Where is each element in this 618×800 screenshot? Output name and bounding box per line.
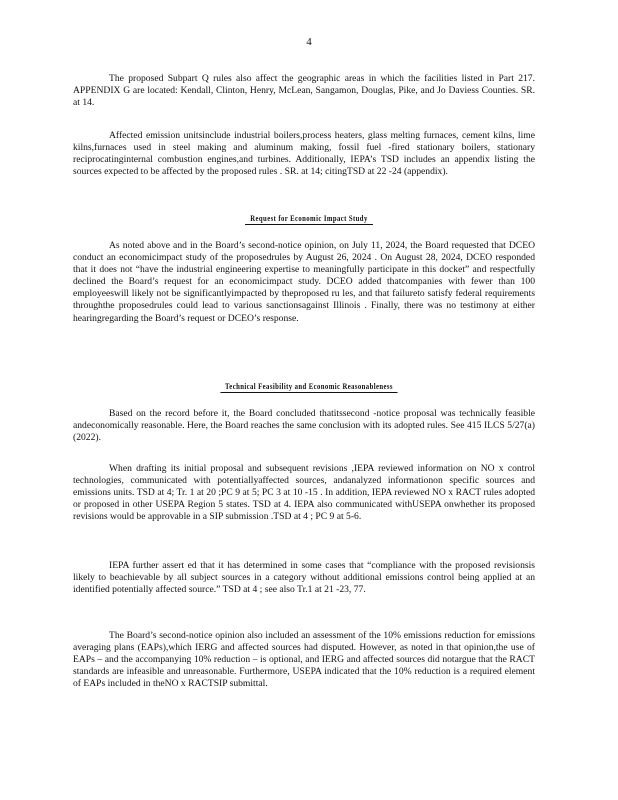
heading-feasibility-text: Technical Feasibility and Economic Reasonableness — [220, 382, 398, 393]
page-number: 4 — [306, 36, 312, 48]
heading-feasibility — [56, 382, 563, 391]
heading-economic-study — [56, 214, 563, 223]
paragraph-iepa-drafting: When drafting its initial proposal and subsequent revisions ,IEPA reviewed information on NO x control technologies, communicated with potentiallyaffected sources, andanalyzed informationon specific sources and emissions units. TSD at 4; Tr. 1 at 20 ;PC 9 at 5; PC 3 at 10 -15 . In addition, IEPA reviewed NO x RACT rules adopted or proposed in other USEPA Region 5 states. TSD at 4. IEPA also communicated withUSEPA onwhether its proposed revisions would be approvable in a SIP submission .TSD at 4 ; PC 9 at 5-6. — [73, 463, 535, 523]
heading-economic-study-text: Request for Economic Impact Study — [245, 214, 372, 225]
paragraph-eap-assessment: The Board’s second-notice opinion also included an assessment of the 10% emissions reduction for emissions averaging plans (EAPs),which IERG and affected sources had disputed. However, as noted in that opinion,the use of EAPs – and the accompanying 10% reduction – is optional, and IERG and affected sources did notargue that the RACT standards are infeasible and unreasonable. Furthermore, USEPA indicated that the 10% reduction is a required element of EAPs included in theNO x RACTSIP submittal. — [73, 630, 535, 690]
paragraph-iepa-assertion: IEPA further assert ed that it has determined in some cases that “compliance with the proposed revisionsis likely to beachievable by all subject sources in a category without additional emissions control being applied at an identified potentially affected source.” TSD at 4 ; see also Tr.1 at 21 -23, 77. — [73, 560, 535, 596]
paragraph-subpart-q-areas: The proposed Subpart Q rules also affect the geographic areas in which the facilities listed in Part 217. APPENDIX G are located: Kendall, Clinton, Henry, McLean, Sangamon, Douglas, Pike, and Jo Daviess Counties. SR. at 14. — [73, 73, 535, 109]
paragraph-dceo-response: As noted above and in the Board’s second-notice opinion, on July 11, 2024, the Board requested that DCEO conduct an economicimpact study of the proposedrules by August 26, 2024 . On August 28, 2024, DCEO responded that it does not “have the industrial engineering expertise to meaningfully participate in this docket” and respectfully declined the Board’s request for an economicimpact study. DCEO added thatcompanies with fewer than 100 employeeswill likely not be significantlyimpacted by theproposed ru les, and that failureto satisfy federal requirements throughthe proposedrules could lead to various sanctionsagainst Illinois . Finally, there was no testimony at either hearingregarding the Board’s request or DCEO’s response. — [73, 240, 535, 324]
paragraph-affected-units: Affected emission unitsinclude industrial boilers,process heaters, glass melting furnaces, cement kilns, lime kilns,furnaces used in steel making and aluminum making, fossil fuel -fired stationary boilers, stationary reciprocatinginternal combustion engines,and turbines. Additionally, IEPA’s TSD includes an appendix listing the sources expected to be affected by the proposed rules . SR. at 14; citingTSD at 22 -24 (appendix). — [73, 130, 535, 178]
paragraph-board-conclusion: Based on the record before it, the Board concluded thatitssecond -notice proposal was technically feasible andeconomically reasonable. Here, the Board reaches the same conclusion with its adopted rules. See 415 ILCS 5/27(a)(2022). — [73, 408, 535, 444]
